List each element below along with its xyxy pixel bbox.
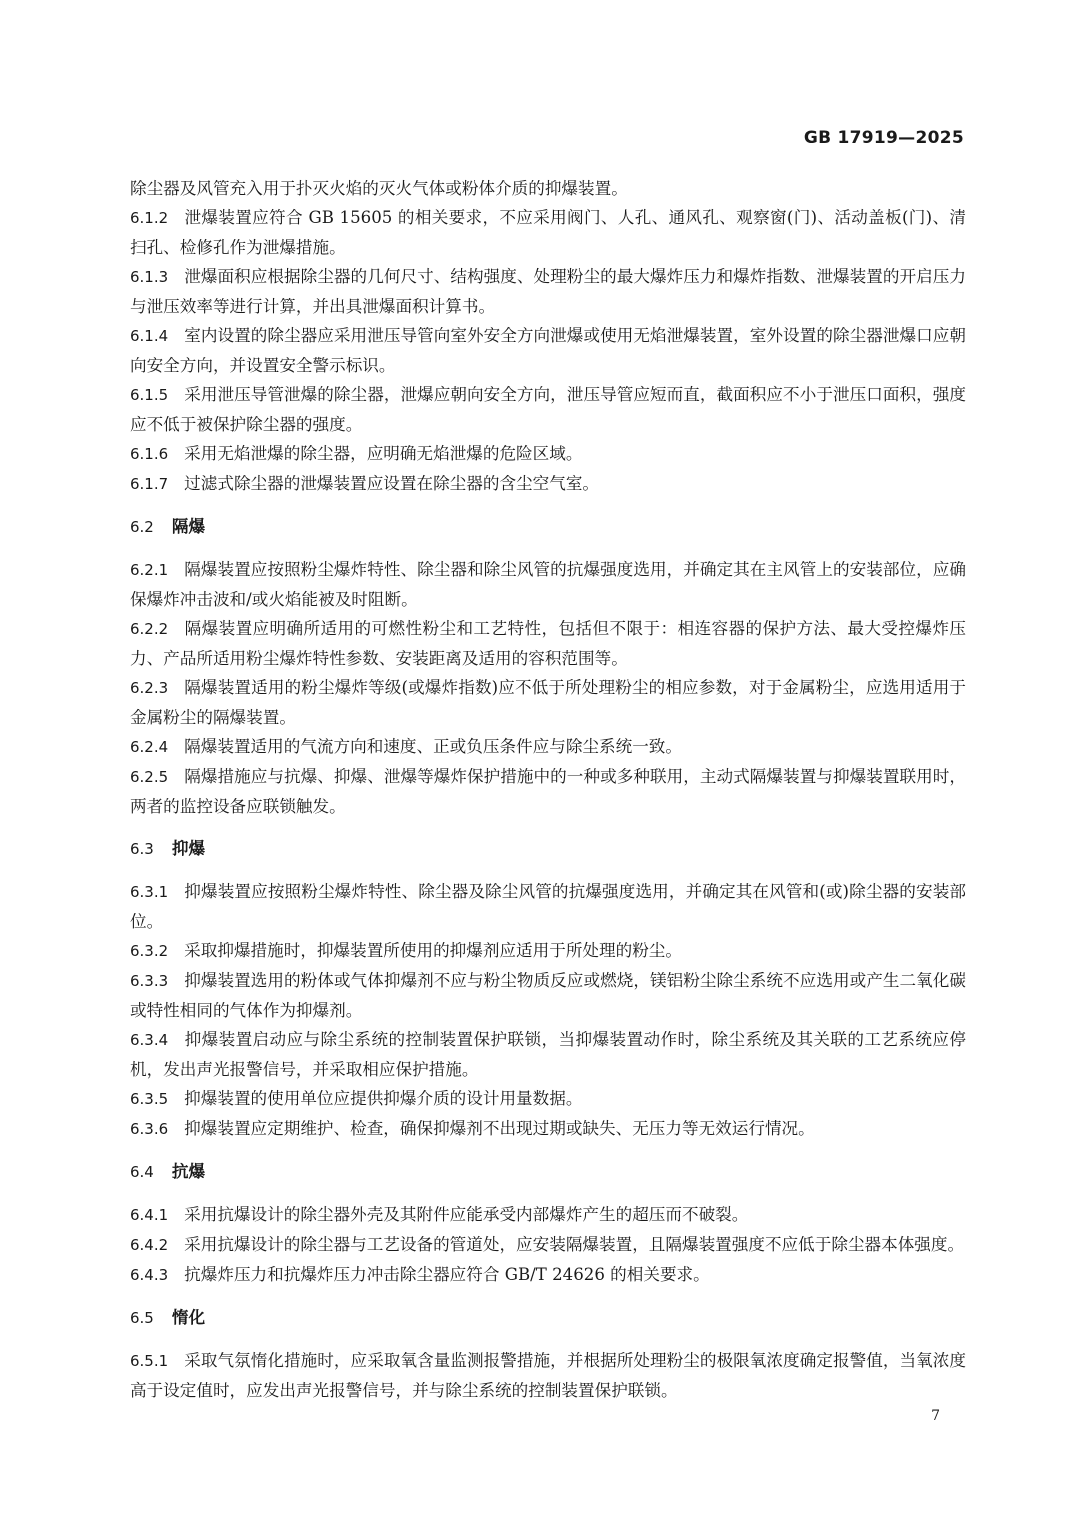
clause-paragraph [130,1114,966,1144]
clause-number: 6.5.1 [130,1352,169,1370]
clause-number: 6.2.1 [130,561,169,579]
clause-text: 抑爆装置应按照粉尘爆炸特性、除尘器及除尘风管的抗爆强度选用，并确定其在风管和(或)除尘器的安装部位。 [130,882,966,931]
clause-text: 隔爆装置适用的粉尘爆炸等级(或爆炸指数)应不低于所处理粉尘的相应参数，对于金属粉尘，应选用适用于金属粉尘的隔爆装置。 [130,678,966,727]
clause-paragraph [130,174,966,203]
clause-text: 抑爆装置选用的粉体或气体抑爆剂不应与粉尘物质反应或燃烧，镁铝粉尘除尘系统不应选用或产生二氧化碳或特性相同的气体作为抑爆剂。 [130,971,966,1020]
clause-number: 6.1.4 [130,327,169,345]
clause-text: 隔爆措施应与抗爆、抑爆、泄爆等爆炸保护措施中的一种或多种联用，主动式隔爆装置与抑爆装置联用时，两者的监控设备应联锁触发。 [130,767,966,816]
clause-text: 采取气氛惰化措施时，应采取氧含量监测报警措施，并根据所处理粉尘的极限氧浓度确定报警值，当氧浓度高于设定值时，应发出声光报警信号，并与除尘系统的控制装置保护联锁。 [130,1351,966,1400]
clause-number: 6.3 [130,840,154,858]
clause-paragraph [130,1084,966,1114]
clause-number: 6.1.2 [130,209,169,227]
clause-text: 隔爆装置适用的气流方向和速度、正或负压条件应与除尘系统一致。 [184,737,682,756]
clause-number: 6.1.5 [130,386,169,404]
clause-paragraph [130,1260,966,1290]
clause-paragraph [130,673,966,732]
section-title: 惰化 [171,1308,206,1327]
clause-paragraph [130,966,966,1025]
section-title: 抑爆 [171,839,206,858]
document-body [130,174,966,1405]
clause-number: 6.3.4 [130,1031,169,1049]
clause-number: 6.3.6 [130,1120,169,1138]
clause-paragraph [130,469,966,499]
section-heading [130,1303,966,1333]
section-heading [130,512,966,542]
section-heading [130,1157,966,1187]
clause-text: 室内设置的除尘器应采用泄压导管向室外安全方向泄爆或使用无焰泄爆装置，室外设置的除尘器泄爆口应朝向安全方向，并设置安全警示标识。 [130,326,966,375]
clause-text: 过滤式除尘器的泄爆装置应设置在除尘器的含尘空气室。 [184,474,600,493]
clause-number: 6.4.1 [130,1206,169,1224]
clause-paragraph [130,321,966,380]
clause-paragraph [130,203,966,262]
clause-paragraph [130,1025,966,1084]
clause-text: 采取抑爆措施时，抑爆装置所使用的抑爆剂应适用于所处理的粉尘。 [184,941,682,960]
clause-paragraph [130,762,966,821]
clause-number: 6.1.3 [130,268,169,286]
clause-number: 6.1.7 [130,475,169,493]
clause-number: 6.2.5 [130,768,169,786]
clause-number: 6.1.6 [130,445,169,463]
clause-text: 隔爆装置应明确所适用的可燃性粉尘和工艺特性，包括但不限于：相连容器的保护方法、最大受控爆炸压力、产品所适用粉尘爆炸特性参数、安装距离及适用的容积范围等。 [130,619,966,668]
clause-text: 除尘器及风管充入用于扑灭火焰的灭火气体或粉体介质的抑爆装置。 [130,179,628,198]
clause-text: 隔爆装置应按照粉尘爆炸特性、除尘器和除尘风管的抗爆强度选用，并确定其在主风管上的安装部位，应确保爆炸冲击波和/或火焰能被及时阻断。 [130,560,966,609]
clause-number: 6.4.3 [130,1266,169,1284]
clause-text: 抑爆装置的使用单位应提供抑爆介质的设计用量数据。 [184,1089,583,1108]
clause-text: 采用抗爆设计的除尘器与工艺设备的管道处，应安装隔爆装置，且隔爆装置强度不应低于除尘器本体强度。 [184,1235,965,1254]
section-heading [130,834,966,864]
clause-text: 采用无焰泄爆的除尘器，应明确无焰泄爆的危险区域。 [184,444,583,463]
clause-paragraph [130,1230,966,1260]
clause-paragraph [130,380,966,439]
clause-paragraph [130,877,966,936]
section-title: 隔爆 [171,517,206,536]
clause-number: 6.4.2 [130,1236,169,1254]
clause-paragraph [130,1346,966,1405]
clause-paragraph [130,262,966,321]
clause-number: 6.3.5 [130,1090,169,1108]
clause-number: 6.3.3 [130,972,169,990]
clause-number: 6.3.1 [130,883,169,901]
clause-paragraph [130,555,966,614]
clause-text: 抑爆装置启动应与除尘系统的控制装置保护联锁，当抑爆装置动作时，除尘系统及其关联的工艺系统应停机，发出声光报警信号，并采取相应保护措施。 [130,1030,966,1079]
standard-code: GB 17919—2025 [803,128,964,148]
clause-text: 泄爆面积应根据除尘器的几何尺寸、结构强度、处理粉尘的最大爆炸压力和爆炸指数、泄爆装置的开启压力与泄压效率等进行计算，并出具泄爆面积计算书。 [130,267,966,316]
clause-paragraph [130,614,966,673]
clause-number: 6.2.4 [130,738,169,756]
clause-text: 抗爆炸压力和抗爆炸压力冲击除尘器应符合 GB/T 24626 的相关要求。 [184,1265,710,1284]
clause-paragraph [130,1200,966,1230]
clause-paragraph [130,439,966,469]
clause-text: 采用抗爆设计的除尘器外壳及其附件应能承受内部爆炸产生的超压而不破裂。 [184,1205,749,1224]
clause-paragraph [130,936,966,966]
clause-number: 6.2.2 [130,620,169,638]
clause-number: 6.2.3 [130,679,169,697]
clause-text: 泄爆装置应符合 GB 15605 的相关要求，不应采用阀门、人孔、通风孔、观察窗(门)、活动盖板(门)、清扫孔、检修孔作为泄爆措施。 [130,208,966,257]
clause-text: 采用泄压导管泄爆的除尘器，泄爆应朝向安全方向，泄压导管应短而直，截面积应不小于泄压口面积，强度应不低于被保护除尘器的强度。 [130,385,966,434]
clause-number: 6.4 [130,1163,154,1181]
section-title: 抗爆 [171,1162,206,1181]
clause-number: 6.5 [130,1309,154,1327]
page-number: 7 [931,1408,940,1424]
clause-paragraph [130,732,966,762]
clause-number: 6.2 [130,518,154,536]
clause-text: 抑爆装置应定期维护、检查，确保抑爆剂不出现过期或缺失、无压力等无效运行情况。 [184,1119,815,1138]
clause-number: 6.3.2 [130,942,169,960]
